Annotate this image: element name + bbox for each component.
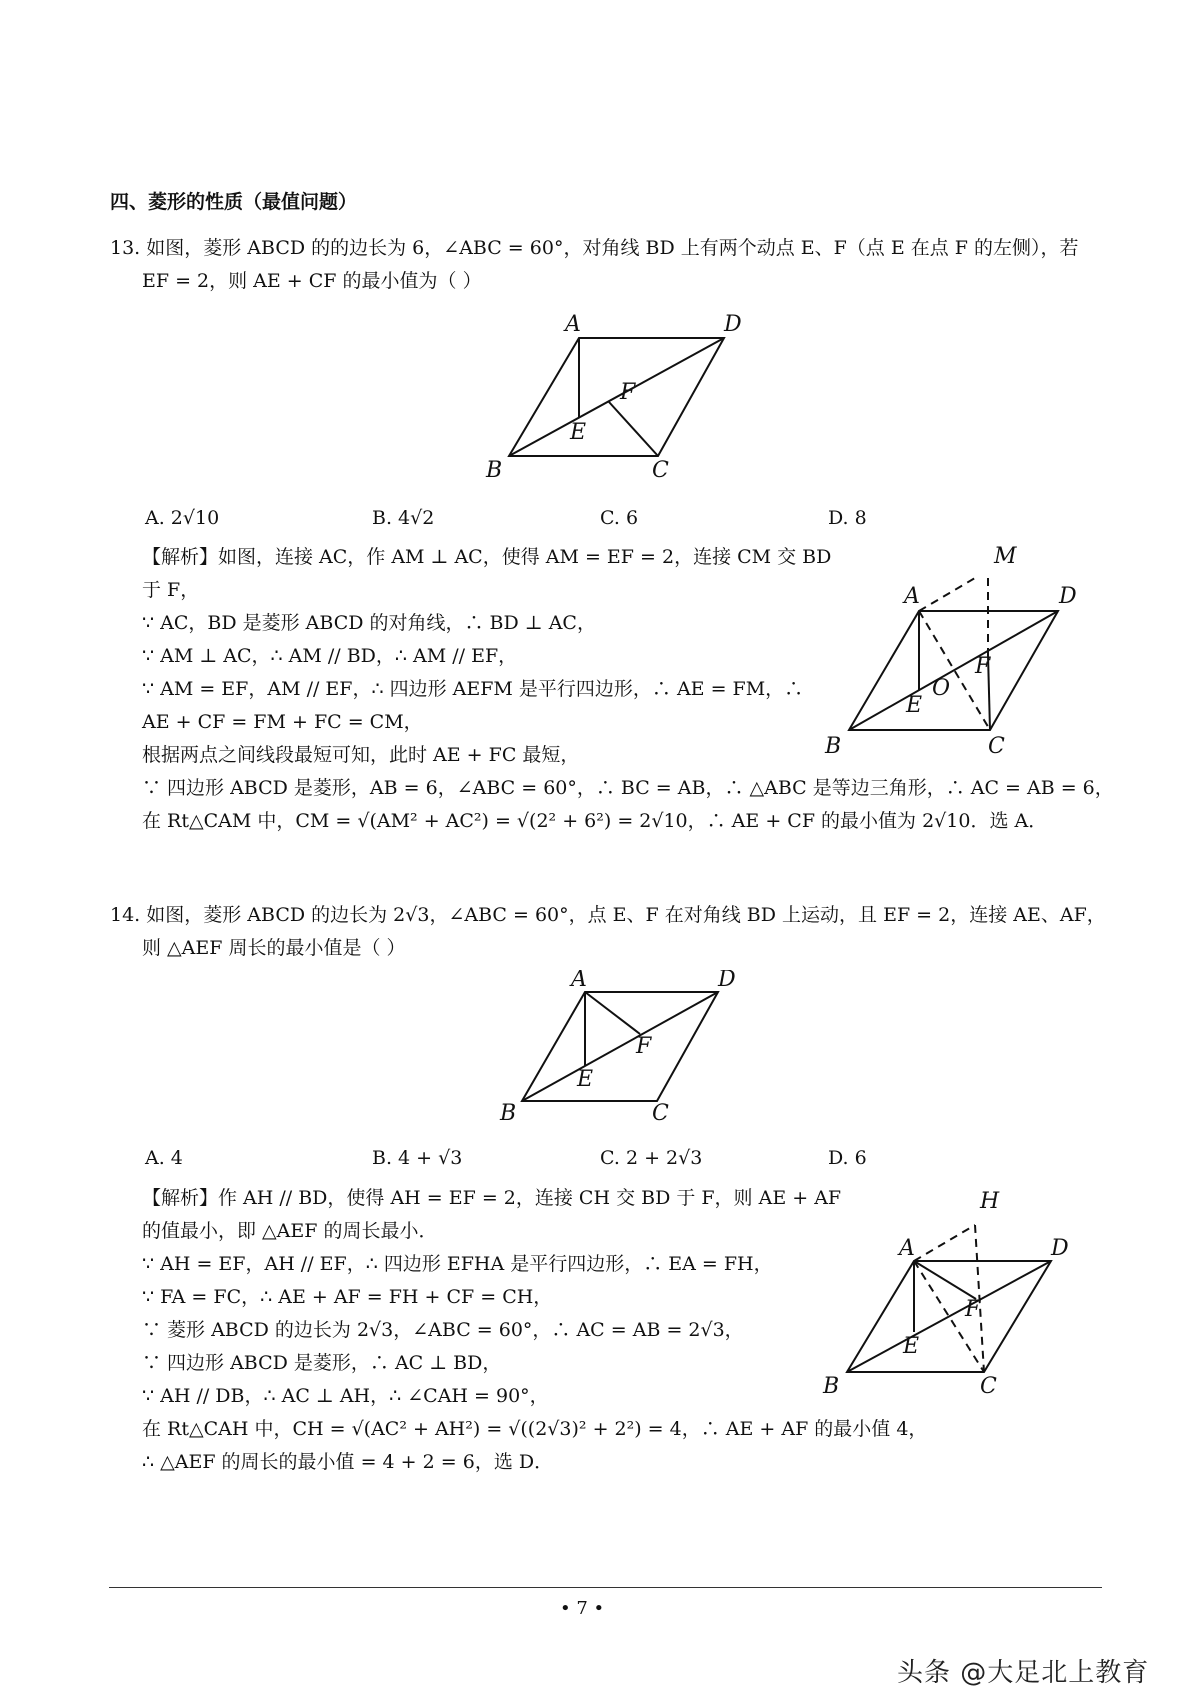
- q13-label-e: E: [570, 420, 587, 445]
- section-title: 四、菱形的性质（最值问题）: [110, 191, 358, 213]
- q13-label-f: F: [620, 380, 636, 405]
- q13-option-d: D. 8: [828, 507, 867, 529]
- q14-label-b: B: [500, 1101, 517, 1126]
- q14-solution-line-5: ∵ 菱形 ABCD 的边长为 2√3，∠ABC = 60°，∴ AC = AB = 2√3，: [142, 1319, 744, 1341]
- q13-rhombus-figure: [470, 305, 770, 485]
- q14-sol-label-b: B: [823, 1374, 840, 1399]
- q13-label-a: A: [565, 312, 581, 337]
- q13-stem-line-2: EF = 2，则 AE + CF 的最小值为（ ）: [142, 270, 482, 292]
- q14-option-b: B. 4 + √3: [372, 1147, 463, 1169]
- q13-sol-label-e: E: [906, 693, 923, 718]
- q14-sol-segment-af: [914, 1261, 976, 1299]
- q14-solution-figure: [815, 1170, 1095, 1400]
- q14-solution-line-4: ∵ FA = FC，∴ AE + AF = FH + CF = CH，: [142, 1286, 553, 1308]
- q13-solution-line-2: 于 F，: [142, 579, 200, 601]
- q13-solution-line-7: 根据两点之间线段最短可知，此时 AE + FC 最短，: [142, 744, 580, 766]
- q13-sol-label-o: O: [932, 676, 951, 701]
- q14-sol-diagonal-bd: [847, 1261, 1051, 1372]
- q14-sol-label-d: D: [1051, 1236, 1069, 1261]
- q14-option-c: C. 2 + 2√3: [600, 1147, 703, 1169]
- q14-sol-label-e: E: [903, 1334, 920, 1359]
- q13-option-c: C. 6: [600, 507, 639, 529]
- watermark: 头条 @大足北上教育: [897, 1658, 1150, 1688]
- q14-label-c: C: [652, 1101, 669, 1126]
- q13-solution-figure: [815, 540, 1095, 760]
- q13-solution-line-6: AE + CF = FM + FC = CM，: [142, 711, 423, 733]
- q14-label-a: A: [571, 970, 587, 992]
- q13-solution-line-1: 【解析】如图，连接 AC，作 AM ⊥ AC，使得 AM = EF = 2，连接 CM 交 BD: [142, 546, 832, 568]
- footer-rule: [109, 1587, 1102, 1588]
- q13-solution-line-8: ∵ 四边形 ABCD 是菱形，AB = 6，∠ABC = 60°，∴ BC = AB，∴ △ABC 是等边三角形，∴ AC = AB = 6，: [142, 777, 1114, 799]
- q13-sol-label-a: A: [904, 584, 920, 609]
- q14-solution-line-2: 的值最小，即 △AEF 的周长最小．: [142, 1220, 438, 1242]
- q14-option-a: A. 4: [145, 1147, 183, 1169]
- q13-sol-diagonal-bd: [849, 611, 1058, 730]
- q14-sol-segment-ah: [914, 1225, 975, 1261]
- q14-solution-line-7: ∵ AH // DB，∴ AC ⊥ AH，∴ ∠CAH = 90°，: [142, 1385, 549, 1407]
- q14-stem-line-2: 则 △AEF 周长的最小值是（ ）: [142, 937, 406, 959]
- q14-solution-line-8: 在 Rt△CAH 中，CH = √(AC² + AH²) = √((2√3)² + 2²) = 4，∴ AE + AF 的最小值 4，: [142, 1418, 928, 1440]
- q14-label-d: D: [718, 970, 736, 992]
- q14-label-f: F: [636, 1034, 652, 1059]
- q13-sol-label-c: C: [988, 734, 1005, 759]
- q13-sol-label-d: D: [1059, 584, 1077, 609]
- q14-solution-line-9: ∴ △AEF 的周长的最小值 = 4 + 2 = 6，选 D．: [142, 1451, 554, 1473]
- q14-solution-line-6: ∵ 四边形 ABCD 是菱形，∴ AC ⊥ BD，: [142, 1352, 502, 1374]
- q13-sol-segment-am: [919, 578, 975, 611]
- q14-rhombus-figure: [490, 970, 770, 1130]
- q13-sol-label-f: F: [975, 654, 991, 679]
- q14-sol-label-f: F: [965, 1297, 981, 1322]
- q13-solution-line-4: ∵ AM ⊥ AC，∴ AM // BD，∴ AM // EF，: [142, 645, 518, 667]
- q14-sol-label-h: H: [980, 1189, 1000, 1214]
- q13-stem-line-1: 13. 如图，菱形 ABCD 的的边长为 6，∠ABC = 60°，对角线 BD 上有两个动点 E、F（点 E 在点 F 的左侧），若: [110, 237, 1079, 259]
- q14-sol-label-c: C: [980, 1374, 997, 1399]
- q14-stem-line-1: 14. 如图，菱形 ABCD 的边长为 2√3，∠ABC = 60°，点 E、F 在对角线 BD 上运动，且 EF = 2，连接 AE、AF，: [110, 904, 1106, 926]
- q13-sol-label-b: B: [825, 734, 842, 759]
- q14-sol-label-a: A: [899, 1236, 915, 1261]
- q13-solution-line-9: 在 Rt△CAM 中，CM = √(AM² + AC²) = √(2² + 6²) = 2√10，∴ AE + CF 的最小值为 2√10．选 A．: [142, 810, 1048, 832]
- q13-label-c: C: [652, 458, 669, 483]
- q14-solution-line-1: 【解析】作 AH // BD，使得 AH = EF = 2，连接 CH 交 BD 于 F，则 AE + AF: [142, 1187, 842, 1209]
- q13-segment-cf: [609, 402, 658, 456]
- q13-option-a: A. 2√10: [145, 507, 220, 529]
- q13-solution-line-3: ∵ AC，BD 是菱形 ABCD 的对角线，∴ BD ⊥ AC，: [142, 612, 596, 634]
- q13-label-d: D: [724, 312, 742, 337]
- page-number: • 7 •: [560, 1598, 605, 1619]
- q13-option-b: B. 4√2: [372, 507, 435, 529]
- q14-option-d: D. 6: [828, 1147, 867, 1169]
- q13-solution-line-5: ∵ AM = EF，AM // EF，∴ 四边形 AEFM 是平行四边形，∴ AE = FM，∴: [142, 678, 804, 700]
- q14-solution-line-3: ∵ AH = EF，AH // EF，∴ 四边形 EFHA 是平行四边形，∴ EA = FH，: [142, 1253, 773, 1275]
- q13-sol-label-m: M: [994, 544, 1017, 569]
- q14-label-e: E: [577, 1067, 594, 1092]
- q13-label-b: B: [486, 458, 503, 483]
- q14-segment-af: [585, 992, 640, 1034]
